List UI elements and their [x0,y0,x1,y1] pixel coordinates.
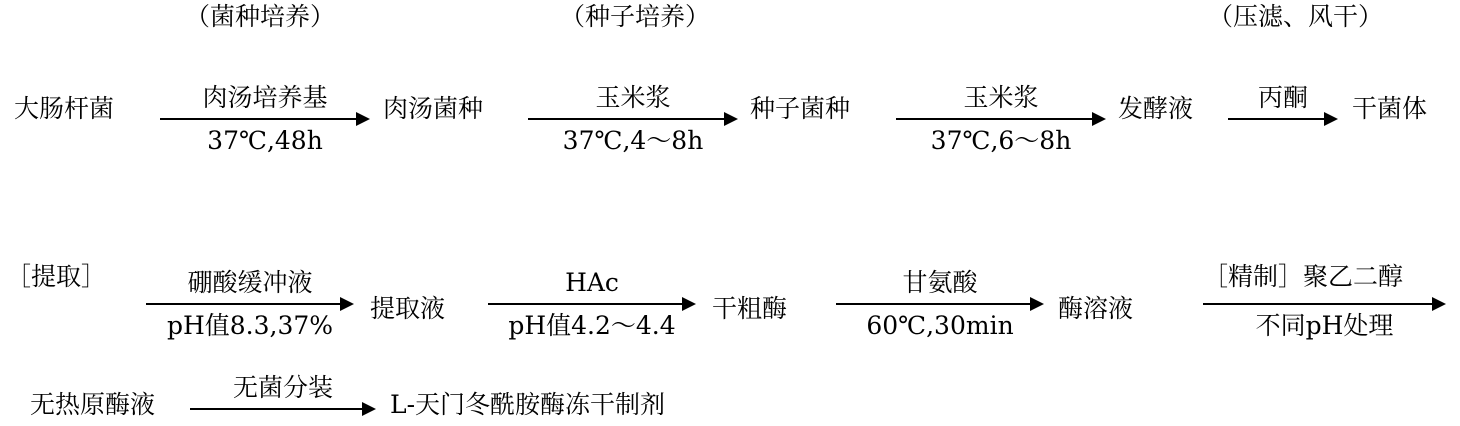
caption-filter-dry: （压滤、风干） [1208,2,1384,31]
arrow-label-below: 37℃,48h [207,126,323,155]
arrow-label-above: 无菌分装 [232,373,333,402]
caption-seed-culture: （种子培养） [560,2,711,31]
arrow-label-below: 60℃,30min [866,311,1014,340]
node-extraction-bracket: ［提取］ [6,262,107,291]
node-dry-cells: 干菌体 [1352,94,1428,123]
arrow-label-above: 玉米浆 [595,83,671,112]
arrow-shaft [1228,118,1324,120]
arrow-label-above: 甘氨酸 [902,268,978,297]
arrow-shaft [1203,303,1432,305]
arrow-label-below: pH值8.3,37% [166,311,334,340]
node-refine-peg: ［精制］聚乙二醇 [1203,262,1404,291]
arrow-head [340,297,354,311]
arrow-head [724,112,738,126]
arrow-label-above: 玉米浆 [963,83,1039,112]
arrow-label-below: 不同pH处理 [1255,311,1394,340]
arrow-shaft [896,118,1092,120]
arrow-head [1324,112,1338,126]
node-seed-strain: 种子菌种 [750,94,851,123]
arrow-head [682,297,696,311]
arrow-shaft [836,303,1030,305]
node-pyrogen-free-enzyme: 无热原酶液 [30,390,156,419]
arrow-label-above: HAc [565,268,619,297]
arrow-head [1092,112,1106,126]
node-fermentation-liquid: 发酵液 [1118,94,1194,123]
arrow-label-above: 丙酮 [1257,83,1308,112]
arrow-label-above: 肉汤培养基 [202,83,328,112]
arrow-head [1030,297,1044,311]
caption-strain-culture: （菌种培养） [185,2,336,31]
node-extract-liquid: 提取液 [370,294,446,323]
arrow-shaft [528,118,724,120]
arrow-head [356,112,370,126]
arrow-head [1432,297,1446,311]
arrow-shaft [488,303,682,305]
arrow-label-below: 37℃,4～8h [562,126,704,155]
arrow-head [362,402,376,416]
arrow-label-below: 37℃,6～8h [930,126,1072,155]
node-broth-strain: 肉汤菌种 [383,94,484,123]
arrow-shaft [146,303,340,305]
arrow-shaft [190,408,362,410]
arrow-label-below: pH值4.2～4.4 [508,311,676,340]
node-lyophilized-preparation: L-天门冬酰胺酶冻干制剂 [390,390,666,419]
node-enzyme-solution: 酶溶液 [1058,294,1134,323]
node-ecoli: 大肠杆菌 [14,94,115,123]
arrow-label-above: 硼酸缓冲液 [187,268,313,297]
node-crude-enzyme: 干粗酶 [712,294,788,323]
arrow-shaft [160,118,356,120]
